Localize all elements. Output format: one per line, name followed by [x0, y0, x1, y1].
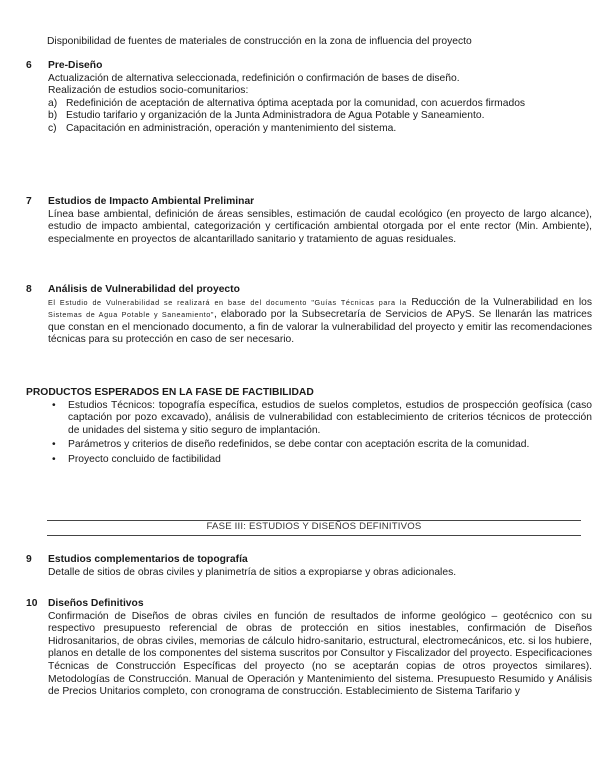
paragraph: Línea base ambiental, definición de áreas sensibles, estimación de caudal ecológico (en proyecto de largo alcance), estudio de impacto ambiental, categorización y certificación ambiental otorgada por el ente rector (Min. Ambiente), especialmente en proyectos de alcantarillado sanitario y tratamiento de aguas residuales.: [48, 208, 592, 245]
list-item: [48, 110, 592, 123]
products-section: [26, 387, 592, 469]
small-text: El Estudio de Vulnerabilidad se realizará en base del documento "Guías Técnicas para la: [48, 297, 407, 307]
lettered-list: [48, 98, 592, 136]
list-item-text: Proyecto concluido de factibilidad: [68, 453, 221, 465]
paragraph: Realización de estudios socio-comunitarios:: [48, 85, 249, 97]
section-6-body: [48, 73, 592, 136]
section-9-heading: [26, 554, 592, 567]
bullet-icon: •: [52, 399, 56, 411]
section-10: [26, 598, 592, 699]
section-number: 8: [26, 284, 32, 295]
section-7-body: [48, 209, 592, 247]
section-number: 10: [26, 598, 38, 609]
intro-line: Disponibilidad de fuentes de materiales de construcción en la zona de influencia del proyecto: [47, 36, 472, 47]
section-title: Análisis de Vulnerabilidad del proyecto: [48, 284, 240, 295]
bullet-list: [50, 400, 592, 467]
phase-heading: FASE III: ESTUDIOS Y DISEÑOS DEFINITIVOS: [47, 520, 581, 536]
section-number: 7: [26, 196, 32, 207]
list-item: [48, 123, 592, 136]
paragraph: Detalle de sitios de obras civiles y planimetría de sitios a expropiarse y obras adicionales.: [48, 566, 457, 578]
section-title: Pre-Diseño: [48, 60, 103, 71]
products-heading: PRODUCTOS ESPERADOS EN LA FASE DE FACTIBILIDAD: [26, 387, 314, 398]
section-title: Estudios de Impacto Ambiental Preliminar: [48, 196, 255, 207]
list-marker: a): [48, 97, 58, 109]
list-item-text: Capacitación en administración, operación y mantenimiento del sistema.: [66, 122, 397, 134]
bullet-icon: •: [52, 439, 56, 451]
small-text: Sistemas de Agua Potable y Saneamiento": [48, 310, 215, 320]
list-item-text: Parámetros y criterios de diseño redefinidos, se debe contar con aceptación escrita de la comunidad.: [68, 439, 530, 451]
section-7-heading: [26, 196, 592, 209]
paragraph: Confirmación de Diseños de obras civiles en función de resultados de informe geológico – geotécnico con su respectivo presupuesto referencial de obras de protección en sitios inestables, confirmación de Diseños Hidrosanitarios, de obras civiles, memorias de cálculo hidro-sanitario, estructural, electromecánicos, etc. si los hubiere, planos en detalle de los componentes del sistema suscritos por Consultor y Fiscalizador del proyecto. Especificaciones Técnicas de Construcción Específicas del proyecto (no se aceptarán copias de otros proyectos similares). Metodologías de Construcción. Manual de Operación y Mantenimiento del sistema. Presupuesto Resumido y Análisis de Precios Unitarios completo, con cronograma de construcción. Establecimiento de Sistema Tarifario y: [48, 610, 592, 698]
section-title: Estudios complementarios de topografía: [48, 554, 248, 565]
bullet-icon: •: [52, 453, 56, 465]
list-item: [50, 439, 592, 452]
section-6-heading: [26, 60, 592, 73]
section-title: Diseños Definitivos: [48, 598, 144, 609]
section-10-heading: [26, 598, 592, 611]
section-8-heading: [26, 284, 592, 297]
text: Reducción de la Vulnerabilidad en los: [411, 296, 592, 308]
list-marker: c): [48, 122, 57, 134]
list-item-text: Estudios Técnicos: topografía específica, estudios de suelos completos, estudios de prospección geofísica (caso captación por pozo excavado), análisis de vulnerabilidad con establecimiento de criterios técnicos de protección de unidades del sistema y sitio seguro de implantación.: [68, 399, 592, 436]
list-item-text: Redefinición de aceptación de alternativa óptima aceptada por la comunidad, con acuerdos firmados: [66, 97, 526, 109]
list-item: [48, 98, 592, 111]
list-item: [50, 454, 592, 467]
section-9: [26, 554, 592, 579]
section-9-body: [48, 567, 592, 580]
list-item-text: Estudio tarifario y organización de la Junta Administradora de Agua Potable y Saneamiento.: [66, 110, 485, 122]
paragraph: [48, 297, 592, 347]
paragraph: Actualización de alternativa seleccionada, redefinición o confirmación de bases de diseño.: [48, 72, 460, 84]
section-10-body: [48, 611, 592, 699]
section-number: 6: [26, 60, 32, 71]
section-7: [26, 196, 592, 246]
list-item: [50, 400, 592, 438]
section-6: [26, 60, 592, 136]
section-8: [26, 284, 592, 347]
text: , elaborado por la Subsecretaría de Servicios de APyS. Se llenarán las matrices que constan en el mencionado documento, a fin de valorar la vulnerabilidad del proyecto y emitir las recomendaciones técnicas para su protección en caso de ser necesario.: [48, 309, 592, 346]
list-marker: b): [48, 110, 58, 122]
section-8-body: [48, 297, 592, 347]
section-number: 9: [26, 554, 32, 565]
